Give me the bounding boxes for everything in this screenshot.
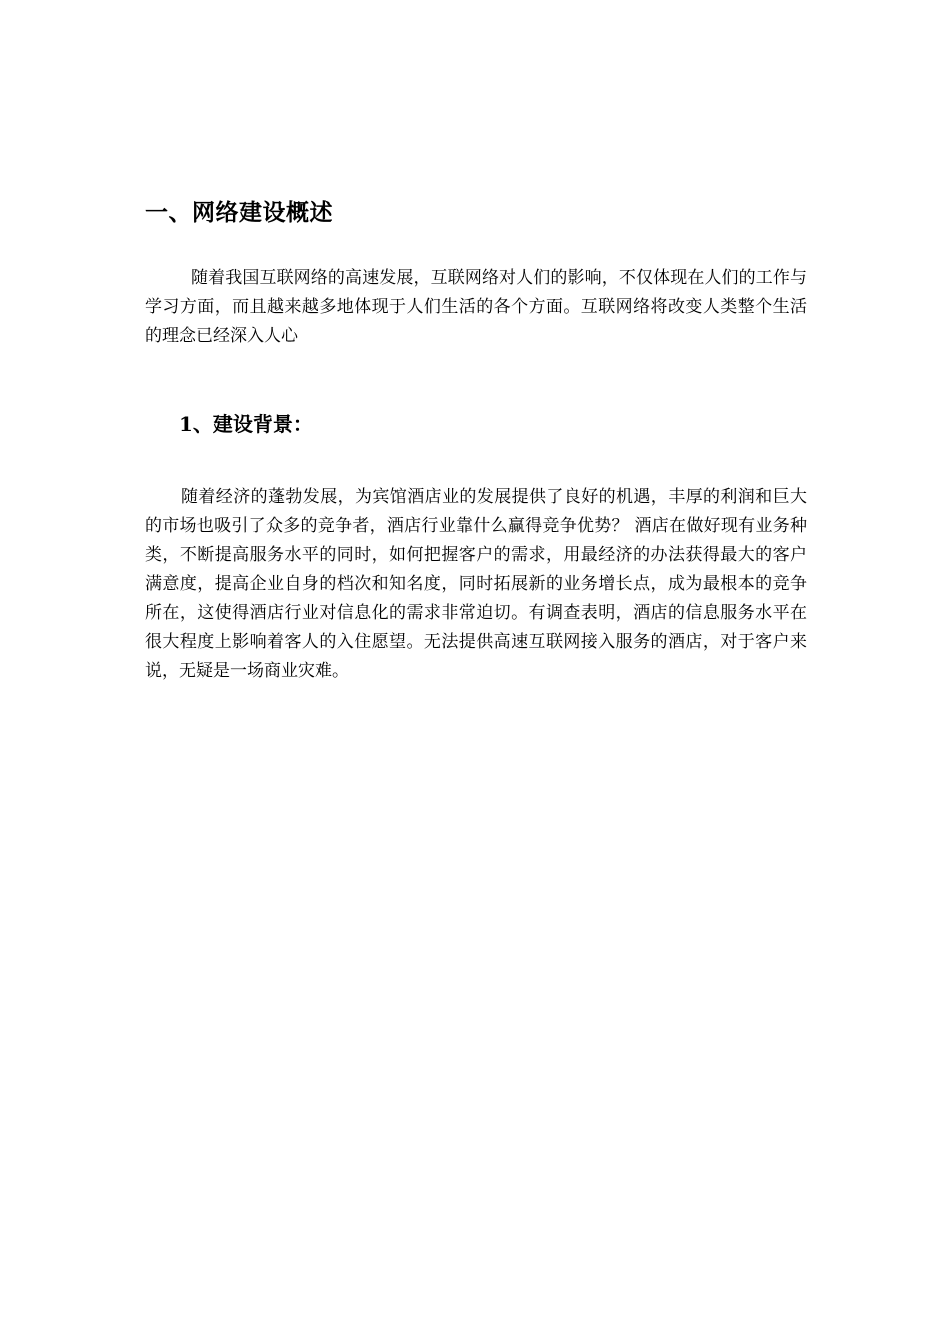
section-heading: 一、网络建设概述 bbox=[145, 200, 333, 226]
intro-paragraph: 随着我国互联网络的高速发展，互联网络对人们的影响，不仅体现在人们的工作与学习方面，而且越来越多地体现于人们生活的各个方面。互联网络将改变人类整个生活的理念已经深入人心 bbox=[145, 268, 807, 346]
subsection-heading: 1、建设背景： bbox=[179, 412, 313, 436]
background-paragraph: 随着经济的蓬勃发展，为宾馆酒店业的发展提供了良好的机遇，丰厚的利润和巨大的市场也吸引了众多的竞争者，酒店行业靠什么赢得竞争优势？ 酒店在做好现有业务种类，不断提高服务水平的同时，如何把握客户的需求，用最经济的办法获得最大的客户满意度，提高企业自身的档次和知名度，同时拓展新的业务增长点，成为最根本的竞争所在，这使得酒店行业对信息化的需求非常迫切。有调查表明，酒店的信息服务水平在很大程度上影响着客人的入住愿望。无法提供高速互联网接入服务的酒店，对于客户来说，无疑是一场商业灾难。 bbox=[145, 487, 807, 681]
